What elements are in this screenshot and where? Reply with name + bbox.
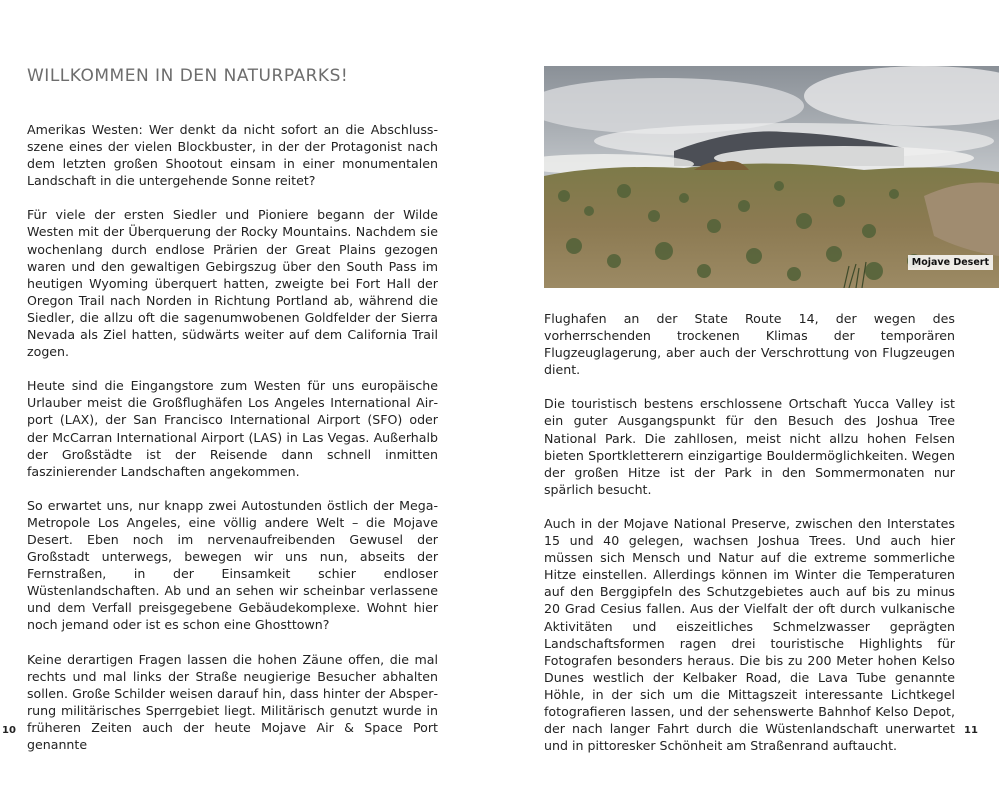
paragraph: Die touristisch bestens erschlossene Ortschaft Yucca Valley ist ein guter Ausgangspunkt für den Besuch des Joshua Tree National Park. Die zahllosen, meist nicht allzu hohen Felsen bieten Sportkletterern einzigartige Bouldermöglichkeiten. Wegen der großen Hitze ist der Park in den Sommermonaten nur spärlich besucht. <box>544 396 955 497</box>
right-page <box>500 0 1000 800</box>
paragraph: Keine derartigen Fragen lassen die hohen Zäune offen, die mal rechts und mal links der Straße neugierige Besucher abhalten sollen. Große Schilder weisen darauf hin, dass hinter der Absperrung militärisches Sperrgebiet liegt. Militärisch genutzt wurde in früheren Zeiten auch der heute Mojave Air & Space Port genannte <box>27 651 438 752</box>
right-text-column <box>544 310 955 771</box>
paragraph: Für viele der ersten Siedler und Pioniere begann der Wilde Westen mit der Überquerung der Rocky Mountains. Nachdem sie wochenlang durch endlose Prärien der Great Plains gezogen waren und den gewaltigen Gebirgszug über den South Pass im heutigen Wyoming überquert hatten, zweigte bei Fort Hall der Oregon Trail nach Norden in Richtung Portland ab, während die Siedler, die allzu oft die sagenumwobenen Goldfelder der Sierra Nevada als Ziel hatten, südwärts weiter auf dem California Trail zogen. <box>27 207 438 360</box>
paragraph: Flughafen an der State Route 14, der wegen des vorherrschenden trockenen Klimas der temporären Flugzeuglagerung, aber auch der Verschrottung von Flugzeugen dient. <box>544 311 955 378</box>
page-number-right: 11 <box>964 725 978 736</box>
page-number-left: 10 <box>2 725 16 736</box>
paragraph: Heute sind die Eingangstore zum Westen für uns europäische Urlauber meist die Großflughäfen Los Angeles International Airport (LAX), der San Francisco International Airport (SFO) oder der McCarran International Airport (LAS) in Las Vegas. Außerhalb der Großstädte ist der Reisende dann schnell inmitten faszinierender Landschaften angekommen. <box>27 378 438 479</box>
chapter-heading: WILLKOMMEN IN DEN NATURPARKS! <box>27 66 349 86</box>
paragraph: Auch in der Mojave National Preserve, zwischen den Interstates 15 und 40 gelegen, wachsen Joshua Trees. Und auch hier müssen sich Mensch und Natur auf die extreme sommerliche Hitze einstellen. Allerdings können im Winter die Temperaturen auf den Berggipfeln des Schutzgebietes auch auf bis zu minus 20 Grad Cesius fallen. Aus der Vielfalt der oft durch vulkanische Aktivitäten und eiszeitliches Schmelzwasser geprägten Landschaftsformen ragen drei touristische Highlights für Fotografen besonders heraus. Die bis zu 200 Meter hohen Kelso Dunes westlich der Kelbaker Road, die Lava Tube genannte Höhle, in der sich um die Mittagszeit interessante Lichtkegel fotografieren lassen, und der sehenswerte Bahnhof Kelso Depot, der nach langer Fahrt durch die Wüstenlandschaft unerwartet und in pittoresker Schönheit am Straßenrand auftaucht. <box>544 515 955 754</box>
paragraph: So erwartet uns, nur knapp zwei Autostunden östlich der Mega-Metropole Los Angeles, eine völlig andere Welt – die Mojave Desert. Eben noch im nervenaufreibenden Gewusel der Großstadt unterwegs, bewegen wir uns nun, abseits der Fernstraßen, in der Einsamkeit schier endloser Wüstenlandschaften. Ab und an sehen wir scheinbar verlassene und dem Verfall preisgegebene Gebäudekomplexe. Wohnt hier noch jemand oder ist es schon eine Ghosttown? <box>27 497 438 633</box>
paragraph: Amerikas Westen: Wer denkt da nicht sofort an die Abschlussszene eines der vielen Blockbuster, in der der Protagonist nach dem letzten großen Shootout einsam in einer monumentalen Landschaft in die untergehende Sonne reitet? <box>27 122 438 189</box>
photo-caption: Mojave Desert <box>908 255 993 270</box>
desert-photo <box>544 66 999 288</box>
left-text-column <box>27 121 438 770</box>
